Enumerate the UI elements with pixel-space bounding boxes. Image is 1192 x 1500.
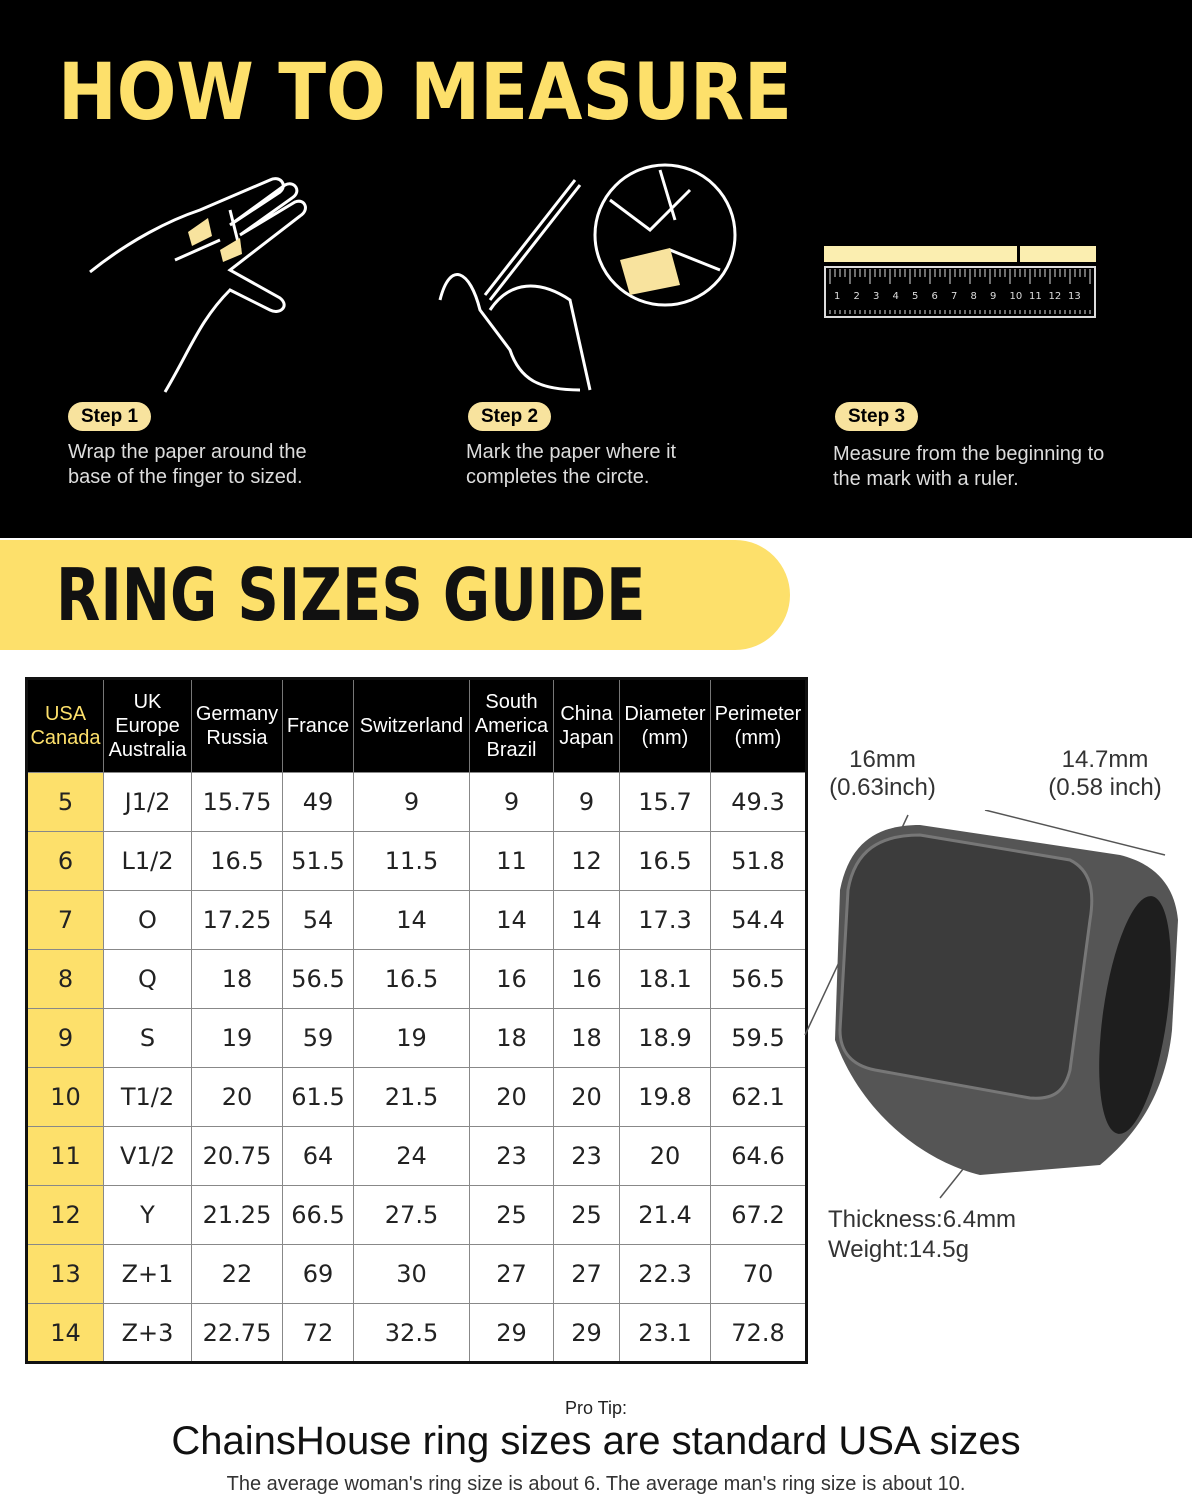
ruler-number: 8 [970,291,977,302]
pro-tip-label: Pro Tip: [564,1398,628,1418]
table-cell: 20.75 [192,1127,283,1186]
table-cell: 10 [27,1068,104,1127]
table-cell: 9 [470,773,554,832]
table-cell: 14 [470,891,554,950]
column-header: France [283,679,354,773]
hand-wrap-illustration [80,170,320,400]
table-cell: 18 [192,950,283,1009]
table-cell: 11.5 [354,832,470,891]
table-cell: 9 [554,773,620,832]
table-cell: 62.1 [711,1068,807,1127]
ruler-number: 9 [990,291,997,302]
column-header: Switzerland [354,679,470,773]
how-to-measure-section [0,0,1192,538]
table-cell: 23 [554,1127,620,1186]
guide-title: RING SIZES GUIDE [56,553,646,637]
table-cell: 25 [554,1186,620,1245]
table-cell: 59.5 [711,1009,807,1068]
ruler-number: 4 [892,291,899,302]
table-cell: 54.4 [711,891,807,950]
table-cell: 11 [470,832,554,891]
pro-tip-note: The average woman's ring size is about 6. The average man's ring size is about 10. [226,1473,966,1495]
table-cell: 23.1 [620,1304,711,1363]
guide-banner [0,540,790,650]
step-2-badge: Step 2 [468,402,551,431]
table-cell: 20 [470,1068,554,1127]
pro-tip-headline: ChainsHouse ring sizes are standard USA sizes [171,1419,1021,1463]
table-row [27,1186,807,1245]
table-cell: 19 [354,1009,470,1068]
table-row [27,1245,807,1304]
table-cell: Z+3 [104,1304,192,1363]
table-cell: Z+1 [104,1245,192,1304]
step-3-text: Measure from the beginning to the mark with a ruler. [833,443,1105,490]
table-cell: 67.2 [711,1186,807,1245]
table-row [27,1009,807,1068]
table-cell: 7 [27,891,104,950]
table-cell: T1/2 [104,1068,192,1127]
table-cell: J1/2 [104,773,192,832]
table-row [27,832,807,891]
table-cell: 32.5 [354,1304,470,1363]
table-cell: 16 [554,950,620,1009]
table-cell: 70 [711,1245,807,1304]
table-cell: 54 [283,891,354,950]
weight-label: Weight:14.5g [828,1236,969,1263]
table-cell: L1/2 [104,832,192,891]
table-cell: 16 [470,950,554,1009]
column-header: South America Brazil [470,679,554,773]
table-cell: 8 [27,950,104,1009]
table-cell: V1/2 [104,1127,192,1186]
section-title: HOW TO MEASURE [58,48,793,138]
table-cell: 49 [283,773,354,832]
ruler-number: 10 [1009,291,1023,302]
table-cell: 20 [192,1068,283,1127]
table-cell: 9 [354,773,470,832]
table-cell: 18.9 [620,1009,711,1068]
table-cell: 72 [283,1304,354,1363]
column-header: China Japan [554,679,620,773]
table-cell: 18.1 [620,950,711,1009]
table-row [27,950,807,1009]
ring-width-label: 16mm (0.63inch) [829,746,936,801]
table-cell: 21.4 [620,1186,711,1245]
ruler-number: 11 [1029,291,1042,302]
step-2-text: Mark the paper where it completes the circte. [466,441,677,488]
table-cell: 21.5 [354,1068,470,1127]
table-cell: 29 [554,1304,620,1363]
table-cell: 22.3 [620,1245,711,1304]
ruler-number: 7 [951,291,958,302]
table-cell: 14 [554,891,620,950]
table-cell: 59 [283,1009,354,1068]
ring-depth-label: 14.7mm (0.58 inch) [1048,746,1162,801]
thickness-label: Thickness:6.4mm [828,1206,1017,1233]
table-cell: 12 [27,1186,104,1245]
ruler-number: 1 [834,291,841,302]
table-cell: 30 [354,1245,470,1304]
table-cell: 27 [554,1245,620,1304]
table-cell: 51.8 [711,832,807,891]
step-1-badge: Step 1 [68,402,151,431]
table-cell: 66.5 [283,1186,354,1245]
table-cell: 21.25 [192,1186,283,1245]
table-cell: 19.8 [620,1068,711,1127]
table-cell: 51.5 [283,832,354,891]
ruler-illustration [822,244,1098,320]
table-cell: 27.5 [354,1186,470,1245]
table-row [27,773,807,832]
column-header: UK Europe Australia [104,679,192,773]
table-cell: 20 [620,1127,711,1186]
table-cell: 23 [470,1127,554,1186]
step-3-badge: Step 3 [835,402,918,431]
table-cell: 24 [354,1127,470,1186]
step-1-text: Wrap the paper around the base of the finger to sized. [68,441,307,488]
ruler-number: 3 [873,291,880,302]
table-cell: 64 [283,1127,354,1186]
table-cell: S [104,1009,192,1068]
ring-image [800,810,1192,1200]
ruler-number: 2 [853,291,860,302]
table-cell: 5 [27,773,104,832]
table-cell: 56.5 [711,950,807,1009]
table-cell: 72.8 [711,1304,807,1363]
column-header: Diameter (mm) [620,679,711,773]
ruler-number: 5 [912,291,919,302]
table-cell: 56.5 [283,950,354,1009]
ruler-number: 13 [1068,291,1081,302]
table-cell: 16.5 [192,832,283,891]
table-cell: 12 [554,832,620,891]
table-cell: 14 [354,891,470,950]
table-cell: 16.5 [354,950,470,1009]
table-cell: 16.5 [620,832,711,891]
table-cell: 49.3 [711,773,807,832]
table-cell: 25 [470,1186,554,1245]
mark-paper-illustration [430,160,750,400]
table-cell: 61.5 [283,1068,354,1127]
ruler-number: 6 [931,291,938,302]
table-cell: 20 [554,1068,620,1127]
ruler-number: 12 [1048,291,1062,302]
table-row [27,891,807,950]
table-cell: O [104,891,192,950]
table-cell: 9 [27,1009,104,1068]
table-cell: 22.75 [192,1304,283,1363]
table-cell: 17.25 [192,891,283,950]
column-header: Perimeter (mm) [711,679,807,773]
table-cell: Y [104,1186,192,1245]
table-cell: 18 [554,1009,620,1068]
table-cell: 11 [27,1127,104,1186]
table-row [27,1127,807,1186]
table-cell: 27 [470,1245,554,1304]
table-cell: 18 [470,1009,554,1068]
table-cell: 15.7 [620,773,711,832]
table-cell: 6 [27,832,104,891]
table-cell: Q [104,950,192,1009]
table-cell: 13 [27,1245,104,1304]
table-cell: 69 [283,1245,354,1304]
ring-size-table [25,677,808,1364]
table-row [27,1304,807,1363]
column-header: Germany Russia [192,679,283,773]
table-cell: 15.75 [192,773,283,832]
column-header: USA Canada [27,679,104,773]
table-cell: 19 [192,1009,283,1068]
table-cell: 29 [470,1304,554,1363]
table-cell: 64.6 [711,1127,807,1186]
table-cell: 17.3 [620,891,711,950]
table-cell: 22 [192,1245,283,1304]
table-cell: 14 [27,1304,104,1363]
table-row [27,1068,807,1127]
